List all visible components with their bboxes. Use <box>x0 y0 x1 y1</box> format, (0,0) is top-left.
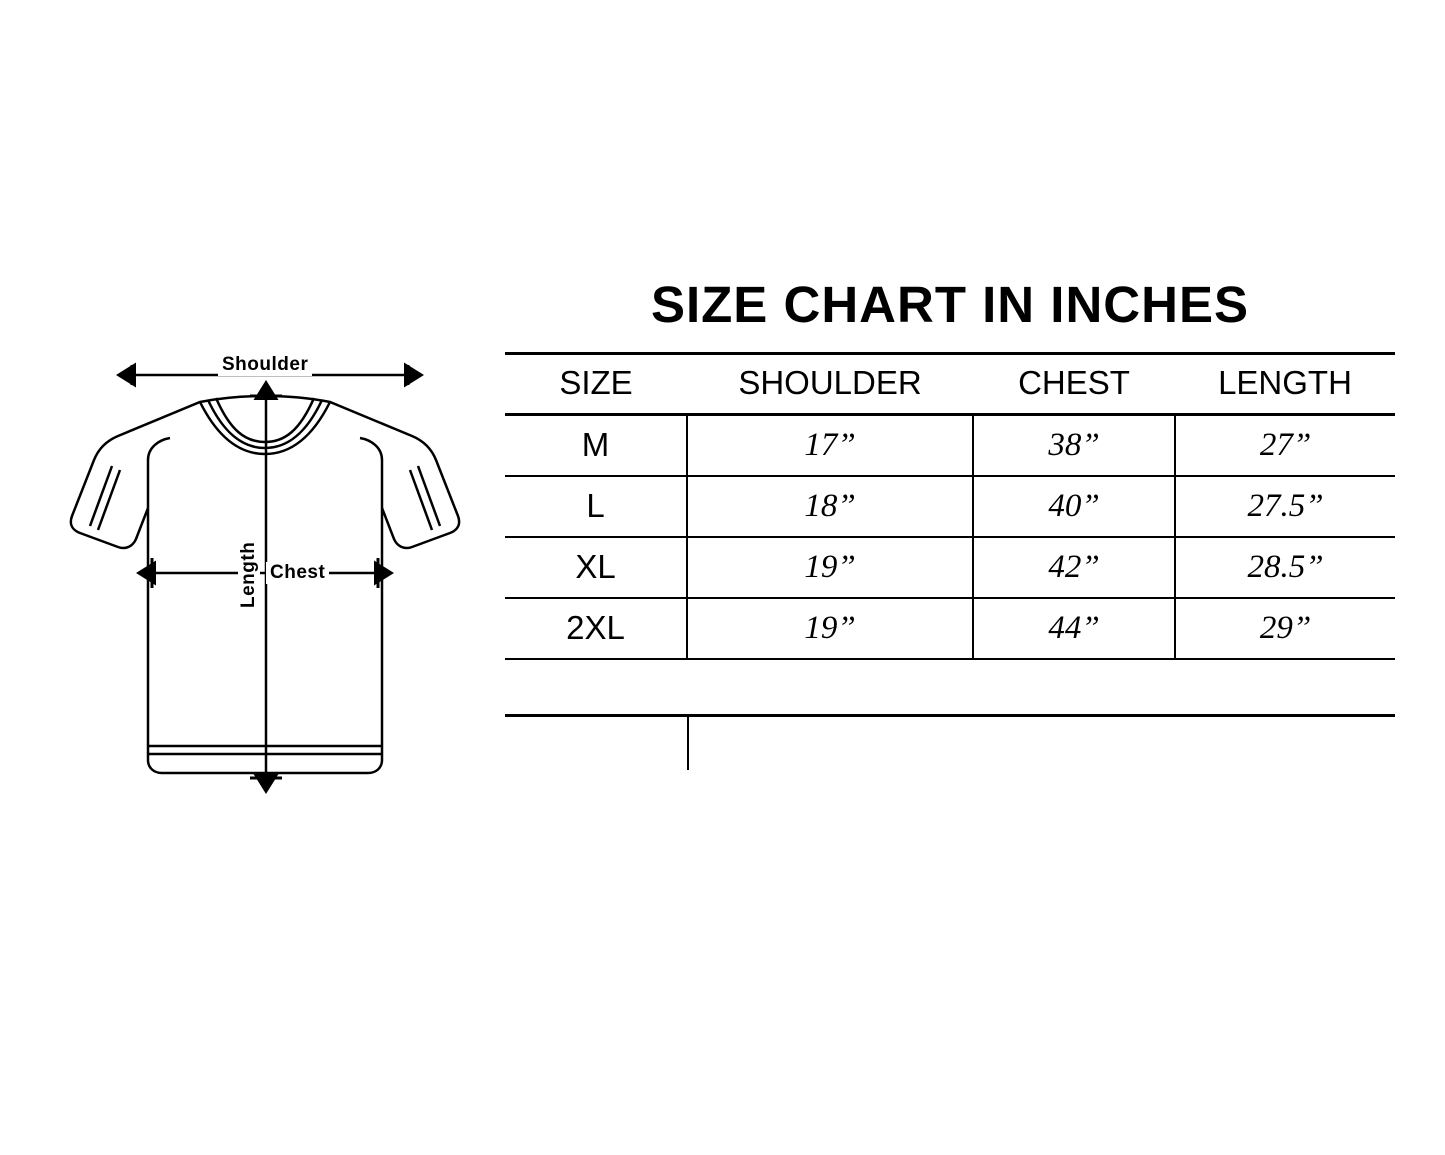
cell-length: 29” <box>1175 598 1395 659</box>
table-row <box>505 598 1395 659</box>
table-row <box>505 415 1395 477</box>
table-header-row <box>505 354 1395 415</box>
table-bottom-rule <box>505 714 1395 717</box>
chart-title: SIZE CHART IN INCHES <box>650 276 1250 333</box>
cell-size: M <box>505 415 687 477</box>
cell-length: 27.5” <box>1175 476 1395 537</box>
size-chart-panel <box>505 275 1395 717</box>
table-row <box>505 537 1395 598</box>
cell-shoulder: 19” <box>687 598 973 659</box>
table-row <box>505 476 1395 537</box>
table-footer-area <box>505 714 1395 717</box>
chest-measurement-label: Chest <box>266 562 329 584</box>
length-measurement-label: Length <box>238 538 260 612</box>
cell-chest: 38” <box>973 415 1175 477</box>
cell-size: XL <box>505 537 687 598</box>
cell-shoulder: 17” <box>687 415 973 477</box>
cell-length: 28.5” <box>1175 537 1395 598</box>
cell-length: 27” <box>1175 415 1395 477</box>
column-header-chest: CHEST <box>973 354 1175 415</box>
column-header-size: SIZE <box>505 354 687 415</box>
tshirt-measurement-diagram <box>60 340 480 820</box>
cell-chest: 42” <box>973 537 1175 598</box>
table-footer-divider <box>687 714 689 770</box>
column-header-shoulder: SHOULDER <box>687 354 973 415</box>
size-chart-table <box>505 352 1395 660</box>
cell-shoulder: 18” <box>687 476 973 537</box>
cell-size: 2XL <box>505 598 687 659</box>
cell-size: L <box>505 476 687 537</box>
column-header-length: LENGTH <box>1175 354 1395 415</box>
shoulder-measurement-label: Shoulder <box>218 354 312 376</box>
cell-shoulder: 19” <box>687 537 973 598</box>
cell-chest: 44” <box>973 598 1175 659</box>
cell-chest: 40” <box>973 476 1175 537</box>
